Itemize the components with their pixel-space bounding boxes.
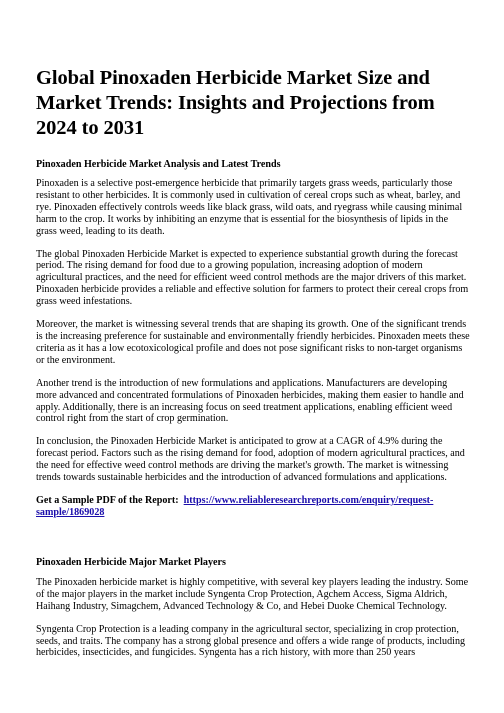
- paragraph: Syngenta Crop Protection is a leading company in the agricultural sector, specializing in crop protection, seeds, and traits. The company has a strong global presence and offers a wide range of products, including herbicides, insecticides, and fungicides. Syngenta has a rich history, with more than 250 years: [36, 623, 466, 659]
- paragraph: The global Pinoxaden Herbicide Market is expected to experience substantial growth during the forecast period. The rising demand for food due to a growing population, increasing adoption of modern agricultural practices, and the need for efficient weed control methods are the major drivers of this market. Pinoxaden herbicide provides a reliable and effective solution for farmers to protect their cereal crops from grass weed infestations.: [36, 248, 469, 308]
- paragraph: Moreover, the market is witnessing several trends that are shaping its growth. One of the significant trends is the increasing preference for sustainable and environmentally friendly herbicides. Pinoxaden meets these criteria as it has a low ecotoxicological profile and does not pose significant risks to non-target organisms or the environment.: [36, 319, 470, 366]
- sample-pdf-link[interactable]: https://www.reliableresearchreports.com/enquiry/request-sample/1869028: [36, 494, 434, 518]
- section-heading-analysis: Pinoxaden Herbicide Market Analysis and Latest Trends: [36, 159, 281, 170]
- section-heading-players: Pinoxaden Herbicide Major Market Players: [36, 556, 226, 568]
- paragraph: The Pinoxaden herbicide market is highly competitive, with several key players leading the industry. Some of the major players in the market include Syngenta Crop Protection, Agchem Access, Sigma Aldrich, Haihang Industry, Simagchem, Advanced Technology & Co, and Hebei Duoke Chemical Technology.: [36, 576, 469, 612]
- sample-pdf-label: Get a Sample PDF of the Report:: [36, 494, 179, 506]
- sample-pdf-callout: [36, 495, 470, 519]
- article: [36, 66, 470, 659]
- paragraph: Another trend is the introduction of new formulations and applications. Manufacturers are developing more advanced and concentrated formulations of Pinoxaden herbicides, making them easier to handle and apply. Additionally, there is an increasing focus on seed treatment applications, enabling efficient weed control right from the start of crop germination.: [36, 377, 464, 425]
- paragraph: Pinoxaden is a selective post-emergence herbicide that primarily targets grass weeds, particularly those resistant to other herbicides. It is commonly used in cultivation of cereal crops such as wheat, barley, and rye. Pinoxaden effectively controls weeds like black grass, wild oats, and ryegrass while causing minimal harm to the crop. It works by inhibiting an enzyme that is essential for the biosynthesis of lipids in the grass weed, leading to its death.: [36, 178, 463, 237]
- article-title: Global Pinoxaden Herbicide Market Size and Market Trends: Insights and Projections from 2024 to 2031: [36, 67, 435, 139]
- paragraph: In conclusion, the Pinoxaden Herbicide Market is anticipated to grow at a CAGR of 4.9% during the forecast period. Factors such as the rising demand for food, adoption of modern agricultural practices, and the need for effective weed control methods are driving the market's growth. The market is witnessing trends towards sustainable herbicides and the introduction of advanced formulations and applications.: [36, 436, 465, 484]
